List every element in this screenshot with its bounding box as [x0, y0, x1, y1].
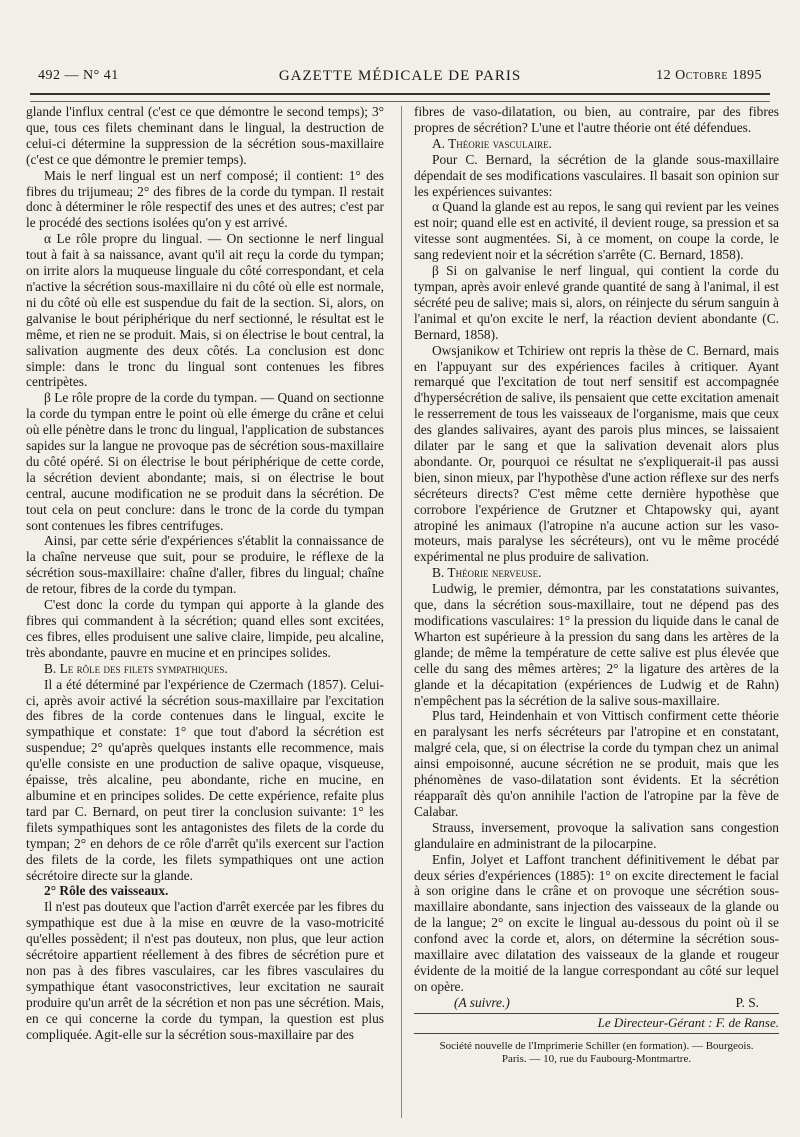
paragraph: Owsjanikow et Tchiriew ont repris la thèse de C. Bernard, mais en l'appuyant sur des expériences faciles à critiquer. Ayant remarqué que l'excitation de tout nerf sensitif est accompagnée d'hypersécrétion de salive, ils pensaient que cette excitation amenait le resserrement de tous les vaisseaux de l'organisme, mais que ceux des glandes salivaires, ayant des parois plus minces, se laissaient dilater par le sang et que la salivation devenait alors plus abondante. Or, pourquoi ce résultat ne s'expliquerait-il pas aussi bien, sinon mieux, par l'hypothèse d'une action réflexe sur des nerfs sécréteurs directs? C'est même cette dernière hypothèse que corrobore l'expérience de Grutzner et Chtapowsky qui, ayant atropiné les animaux (l'atropine n'a aucune action sur les vaso-moteurs, mais paralyse les sécréteurs), ont vu le même procédé expérimental ne plus produire de salivation. [414, 342, 779, 565]
paragraph: Enfin, Jolyet et Laffont tranchent définitivement le débat par deux séries d'expériences (1885): 1° on excite directement le facial à son origine dans le crâne et on provoque une sécrétion sous-maxillaire abondante, sans injection des vaisseaux de la glande ou de la langue; 2° on excite le lingual au-dessous du point où il se confond avec la corde et, alors, on détermine la sécrétion sous-maxillaire avec dilatation des vaisseaux de la glande et rougeur évidente de la moitié de la langue correspondant au côté sur lequel on opère. [414, 851, 779, 994]
column-divider [401, 106, 402, 1118]
page-header [38, 68, 762, 90]
journal-title: GAZETTE MÉDICALE DE PARIS [278, 68, 522, 84]
paragraph: fibres de vaso-dilatation, ou bien, au contraire, par des fibres propres de sécrétion? L'une et l'autre théorie ont été défendues. [414, 104, 779, 135]
imprint-address: Paris. — 10, rue du Faubourg-Montmartre. [501, 1052, 692, 1065]
right-column [414, 104, 779, 1066]
paragraph: glande l'influx central (c'est ce que démontre le second temps); 3° que, tous ces filets cheminant dans le lingual, la destruction de celui-ci détermine la suppression de la sécrétion sous-maxillaire (c'est ce que démontre le premier temps). [26, 104, 384, 167]
paragraph: Pour C. Bernard, la sécrétion de la glande sous-maxillaire dépendait de ses modifications vasculaires. Il basait son opinion sur les expériences suivantes: [414, 151, 779, 199]
paragraph: α Le rôle propre du lingual. — On sectionne le nerf lingual tout à fait à sa naissance, avant qu'il ait reçu la corde du tympan; on irrite alors la muqueuse linguale du côté correspondant, et cela n'active la sécrétion sous-maxillaire ni du côté où elle est normale, ni du côté où elle est suspendue du fait de la section. Si, alors, on galvanise le bout périphérique du nerf sectionné, le résultat est le même, et rien ne se produit. Mais, si on électrise le bout central, la salivation augmente des deux côtés. La conclusion est donc simple: dans le tronc du lingual sont contenues les fibres centripètes. [26, 231, 384, 390]
director-line: Le Directeur-Gérant : F. de Ranse. [597, 1014, 779, 1030]
imprint-line: Société nouvelle de l'Imprimerie Schiller (en formation). — Bourgeois. [439, 1039, 754, 1052]
paragraph: Il n'est pas douteux que l'action d'arrêt exercée par les fibres du sympathique est due à la mise en œuvre de la vaso-motricité qu'elles possèdent; il n'est pas douteux, non plus, que leur action sécrétoire appartient réellement à des fibres de sécrétion pure et non pas à des fibres vasculaires, car les fibres vasculaires du sympathique étant vasoconstrictives, leur excitation ne saurait produire qu'un arrêt de la sécrétion et non pas une sécrétion. Mais, en ce qui concerne la corde du tympan, la question est plus compliquée. Agit-elle sur la sécrétion sous-maxillaire par des [26, 899, 384, 1042]
paragraph: C'est donc la corde du tympan qui apporte à la glande des fibres qui commandent à la sécrétion; quand elles sont excitées, ces fibres, elles produisent une salive claire, limpide, peu alcaline, très abondante, pauvre en mucine et en principes solides. [26, 597, 384, 660]
paragraph: Ludwig, le premier, démontra, par les constatations suivantes, que, dans la sécrétion sous-maxillaire, tout ne dépend pas des modifications vasculaires: 1° la pression du liquide dans le canal de Wharton est supérieure à la pression du sang dans les artères de la glande; de même la température de cette salive est plus élevée que celle du sang des mêmes artères; 2° la ligature des artères de la glande et la décapitation (expériences de Ludwig et de Rahn) n'empêchent pas la sécrétion de la salive sous-maxillaire. [414, 581, 779, 708]
paragraph: Strauss, inversement, provoque la salivation sans congestion glandulaire en administrant de la pilocarpine. [414, 819, 779, 851]
to-follow-note: (A suivre.) [454, 994, 510, 1010]
section-heading: 2° Rôle des vaisseaux. [44, 883, 169, 899]
paragraph: Ainsi, par cette série d'expériences s'établit la connaissance de la chaîne nerveuse que suit, pour se produire, le réflexe de la sécrétion sous-maxillaire: chaîne d'aller, fibres du lingual; chaîne de retour, fibres de la corde du tympan. [26, 533, 384, 597]
paragraph: β Le rôle propre de la corde du tympan. — Quand on sectionne la corde du tympan entre le point où elle émerge du crâne et celui où elle pénètre dans le tronc du lingual, l'application de substances sapides sur la langue ne provoque pas de sécrétion sous-maxillaire du côté opéré. Si on électrise le bout périphérique de cette corde, la sécrétion devient abondante; mais, si on électrise le bout central, aucune modification ne se produit dans la sécrétion. De tout cela on peut conclure: dans le tronc de la corde du tympan sont contenues les fibres centrifuges. [26, 390, 384, 533]
footer-rule [414, 1013, 779, 1014]
header-rule [30, 93, 770, 102]
paragraph: Mais le nerf lingual est un nerf composé; il contient: 1° des fibres du trijumeau; 2° des fibres de la corde du tympan. Il restait donc à déterminer le rôle respectif des unes et des autres; c'est par le procédé des sections isolées qu'on y est arrivé. [26, 167, 384, 231]
section-heading: B. Théorie nerveuse. [432, 565, 542, 581]
paragraph: α Quand la glande est au repos, le sang qui revient par les veines est noir; quand elle est en activité, il devient rouge, sa pression et sa vitesse sont augmentées. Si, à ce moment, on coupe la corde, le sang redevient noir et la sécrétion s'arrête (C. Bernard, 1858). [414, 199, 779, 263]
footer-rule [414, 1033, 779, 1034]
paragraph: β Si on galvanise le nerf lingual, qui contient la corde du tympan, après avoir enlevé grande quantité de sang à l'animal, il est sécrété peu de salive; mais si, alors, on réinjecte du sérum sanguin à l'animal et qu'on excite le nerf, la réaction devient abondante (C. Bernard, 1858). [414, 263, 779, 342]
section-heading: B. Le rôle des filets sympathiques. [44, 660, 228, 676]
section-heading: A. Théorie vasculaire. [432, 135, 552, 151]
paragraph: Plus tard, Heindenhain et von Vittisch confirment cette théorie en paralysant les nerfs sécréteurs par l'atropine et en constatant, malgré cela, que, si on électrise la corde du tympan chez un animal ainsi empoisonné, aucune sécrétion ne se produit, mais que les phénomènes de vaso-dilatation sont évidents. Et la sécrétion réapparaît dès qu'on annihile l'action de l'atropine par la fève de Calabar. [414, 708, 779, 819]
issue-date: 12 Octobre 1895 [656, 68, 762, 83]
paragraph: Il a été déterminé par l'expérience de Czermach (1857). Celui-ci, après avoir activé la sécrétion sous-maxillaire par l'excitation des fibres de la corde contenues dans le lingual, excite le sympathique et constate: 1° que tout d'abord la sécrétion est suspendue; 2° qu'après quelques instants elle recommence, mais qu'elle consiste en une production de salive opaque, visqueuse, épaisse, très alcaline, peu abondante, riche en mucine, en albumine et en principes solides. De cette expérience, refaite plus tard par C. Bernard, on peut tirer la conclusion suivante: 1° les filets sympathiques sont les antagonistes des filets de la corde du tympan; 2° en dehors de ce rôle d'arrêt qu'ils exercent sur l'action des filets de la corde, les filets sympathiques ont une action sécrétoire directe sur la glande. [26, 676, 384, 883]
left-column [26, 104, 384, 1042]
author-signature: P. S. [735, 994, 759, 1010]
page-number: 492 — N° 41 [38, 68, 119, 83]
continuation-line [414, 995, 779, 1011]
